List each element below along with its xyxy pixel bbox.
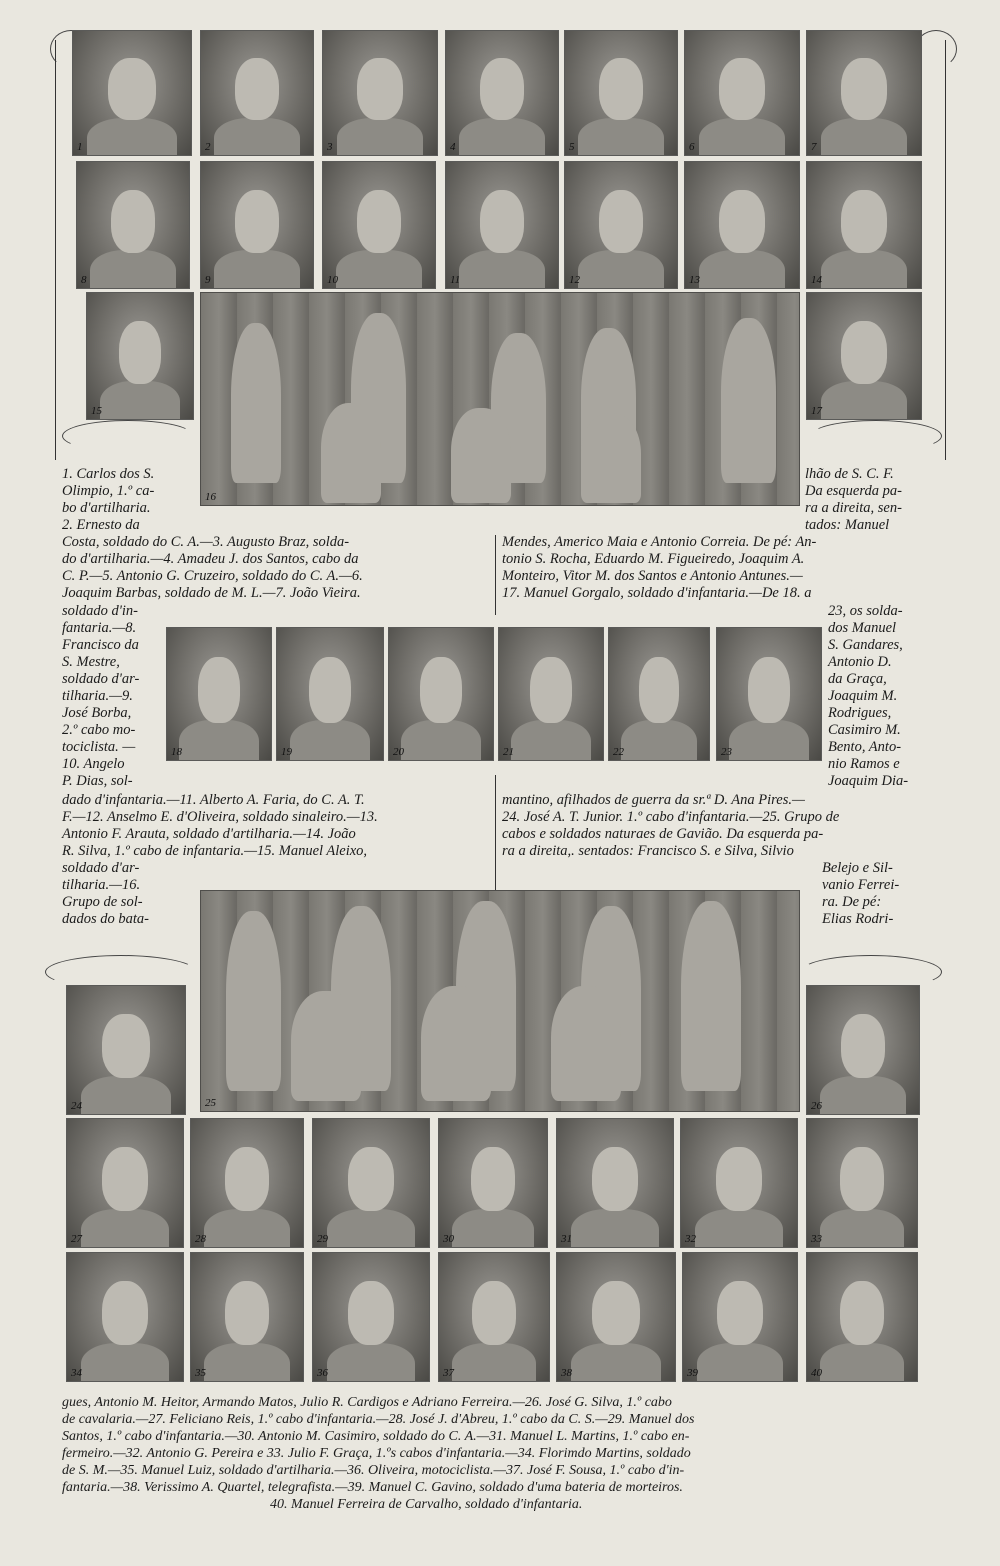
photo-number: 17 bbox=[811, 405, 822, 417]
group-photo bbox=[200, 292, 800, 506]
portrait-photo bbox=[556, 1252, 676, 1382]
portrait-photo bbox=[322, 30, 438, 156]
portrait-photo bbox=[556, 1118, 674, 1248]
portrait-photo bbox=[66, 1252, 184, 1382]
ornament-mid-left bbox=[62, 420, 194, 452]
caption-text: Belejo e Sil- vanio Ferrei- ra. De pé: Elias Rodri- bbox=[822, 860, 900, 927]
photo-number: 15 bbox=[91, 405, 102, 417]
caption-text: Mendes, Americo Maia e Antonio Correia. De pé: An- tonio S. Rocha, Eduardo M. Figueiredo, Joaquim A. Monteiro, Vitor M. dos Santos e Antonio Antunes.— 17. Manuel Gorgalo, soldado d'infantaria.—De 18. a bbox=[502, 534, 817, 601]
photo-number: 1 bbox=[77, 141, 83, 153]
photo-number: 28 bbox=[195, 1233, 206, 1245]
portrait-photo bbox=[806, 1252, 918, 1382]
photo-number: 14 bbox=[811, 274, 822, 286]
portrait-photo bbox=[445, 161, 559, 289]
photo-number: 5 bbox=[569, 141, 575, 153]
caption-text: 40. Manuel Ferreira de Carvalho, soldado d'infantaria. bbox=[270, 1497, 583, 1512]
portrait-photo bbox=[72, 30, 192, 156]
photo-number: 25 bbox=[205, 1097, 216, 1109]
portrait-photo bbox=[438, 1118, 548, 1248]
portrait-photo bbox=[190, 1118, 304, 1248]
photo-number: 39 bbox=[687, 1367, 698, 1379]
portrait-photo bbox=[388, 627, 494, 761]
portrait-photo bbox=[190, 1252, 304, 1382]
photo-number: 29 bbox=[317, 1233, 328, 1245]
portrait-photo bbox=[76, 161, 190, 289]
portrait-photo bbox=[312, 1252, 430, 1382]
portrait-photo bbox=[806, 292, 922, 420]
photo-number: 10 bbox=[327, 274, 338, 286]
portrait-photo bbox=[438, 1252, 550, 1382]
photo-number: 26 bbox=[811, 1100, 822, 1112]
photo-number: 24 bbox=[71, 1100, 82, 1112]
portrait-photo bbox=[680, 1118, 798, 1248]
photo-number: 8 bbox=[81, 274, 87, 286]
photo-number: 30 bbox=[443, 1233, 454, 1245]
portrait-photo bbox=[445, 30, 559, 156]
portrait-photo bbox=[166, 627, 272, 761]
portrait-photo bbox=[498, 627, 604, 761]
photo-number: 27 bbox=[71, 1233, 82, 1245]
photo-number: 21 bbox=[503, 746, 514, 758]
photo-number: 7 bbox=[811, 141, 817, 153]
portrait-photo bbox=[806, 30, 922, 156]
photo-number: 37 bbox=[443, 1367, 454, 1379]
photo-number: 23 bbox=[721, 746, 732, 758]
photo-number: 32 bbox=[685, 1233, 696, 1245]
photo-number: 20 bbox=[393, 746, 404, 758]
column-divider bbox=[495, 775, 496, 895]
photo-number: 35 bbox=[195, 1367, 206, 1379]
portrait-photo bbox=[322, 161, 436, 289]
photo-number: 11 bbox=[450, 274, 461, 286]
photo-number: 31 bbox=[561, 1233, 572, 1245]
portrait-photo bbox=[66, 985, 186, 1115]
portrait-photo bbox=[716, 627, 822, 761]
portrait-photo bbox=[608, 627, 710, 761]
photo-number: 2 bbox=[205, 141, 211, 153]
photo-number: 38 bbox=[561, 1367, 572, 1379]
portrait-photo bbox=[276, 627, 384, 761]
photo-number: 34 bbox=[71, 1367, 82, 1379]
photo-number: 40 bbox=[811, 1367, 822, 1379]
portrait-photo bbox=[312, 1118, 430, 1248]
portrait-photo bbox=[806, 161, 922, 289]
portrait-photo bbox=[682, 1252, 798, 1382]
photo-number: 9 bbox=[205, 274, 211, 286]
portrait-photo bbox=[66, 1118, 184, 1248]
caption-text: gues, Antonio M. Heitor, Armando Matos, Julio R. Cardigos e Adriano Ferreira.—26. José G. Silva, 1.º cabo de cavalaria.—27. Feliciano Reis, 1.º cabo d'infantaria.—28. José J. d'Abreu, 1.º cabo da C. S.—29. Manuel dos Santos, 1.º cabo d'infantaria.—30. Antonio M. Casimiro, soldado do C. A.—31. Manuel L. Martins, 1.º cabo en- fermeiro.—32. Antonio G. Pereira e 33. Julio F. Graça, 1.ºs cabos d'infantaria.—34. Florimdo Martins, soldado de S. M.—35. Manuel Luiz, soldado d'artilharia.—36. Oliveira, motociclista.—37. José F. Sousa, 1.º cabo d'in- fantaria.—38. Verissimo A. Quartel, telegrafista.—39. Manuel C. Gavino, soldado d'uma bateria de morteiros. bbox=[62, 1395, 695, 1495]
portrait-photo bbox=[564, 161, 678, 289]
portrait-photo bbox=[684, 161, 800, 289]
group-photo bbox=[200, 890, 800, 1112]
photo-number: 36 bbox=[317, 1367, 328, 1379]
ornament-lower-right bbox=[800, 955, 942, 989]
border-line-right bbox=[945, 40, 946, 460]
photo-number: 18 bbox=[171, 746, 182, 758]
caption-text: 23, os solda- dos Manuel S. Gandares, Antonio D. da Graça, Joaquim M. Rodrigues, Casimiro M. Bento, Anto- nio Ramos e Joaquim Dia- bbox=[828, 603, 909, 789]
portrait-photo bbox=[200, 161, 314, 289]
caption-text: mantino, afilhados de guerra da sr.ª D. Ana Pires.— 24. José A. T. Junior. 1.º cabo d'infantaria.—25. Grupo de cabos e soldados naturaes de Gavião. Da esquerda pa- ra a direita,. sentados: Francisco S. e Silva, Silvio bbox=[502, 792, 840, 859]
portrait-photo bbox=[806, 1118, 918, 1248]
portrait-photo bbox=[684, 30, 800, 156]
photo-number: 4 bbox=[450, 141, 456, 153]
photo-number: 13 bbox=[689, 274, 700, 286]
caption-text: 1. Carlos dos S. Olimpio, 1.º ca- bo d'artilharia. 2. Ernesto da bbox=[62, 466, 155, 533]
photo-number: 6 bbox=[689, 141, 695, 153]
caption-text: Costa, soldado do C. A.—3. Augusto Braz, solda- do d'artilharia.—4. Amadeu J. dos Santos, cabo da C. P.—5. Antonio G. Cruzeiro, soldado do C. A.—6. Joaquim Barbas, soldado de M. L.—7. João Vieira. bbox=[62, 534, 363, 601]
ornament-mid-right bbox=[810, 420, 942, 452]
photo-number: 12 bbox=[569, 274, 580, 286]
border-line-left bbox=[55, 40, 56, 460]
caption-text: soldado d'ar- tilharia.—16. Grupo de sol- dados do bata- bbox=[62, 860, 149, 927]
portrait-photo bbox=[200, 30, 314, 156]
photo-number: 16 bbox=[205, 491, 216, 503]
photo-number: 3 bbox=[327, 141, 333, 153]
caption-text: lhão de S. C. F. Da esquerda pa- ra a direita, sen- tados: Manuel bbox=[805, 466, 902, 533]
ornament-lower-left bbox=[45, 955, 197, 989]
caption-text: soldado d'in- fantaria.—8. Francisco da S. Mestre, soldado d'ar- tilharia.—9. José Borba, 2.º cabo mo- tociclista. — 10. Angelo P. Dias, sol- bbox=[62, 603, 140, 789]
portrait-photo bbox=[86, 292, 194, 420]
portrait-photo bbox=[564, 30, 678, 156]
photo-number: 19 bbox=[281, 746, 292, 758]
caption-text: dado d'infantaria.—11. Alberto A. Faria, do C. A. T. F.—12. Anselmo E. d'Oliveira, soldado sinaleiro.—13. Antonio F. Arauta, soldado d'artilharia.—14. João R. Silva, 1.º cabo de infantaria.—15. Manuel Aleixo, bbox=[62, 792, 378, 859]
portrait-photo bbox=[806, 985, 920, 1115]
photo-number: 33 bbox=[811, 1233, 822, 1245]
photo-number: 22 bbox=[613, 746, 624, 758]
column-divider bbox=[495, 535, 496, 615]
